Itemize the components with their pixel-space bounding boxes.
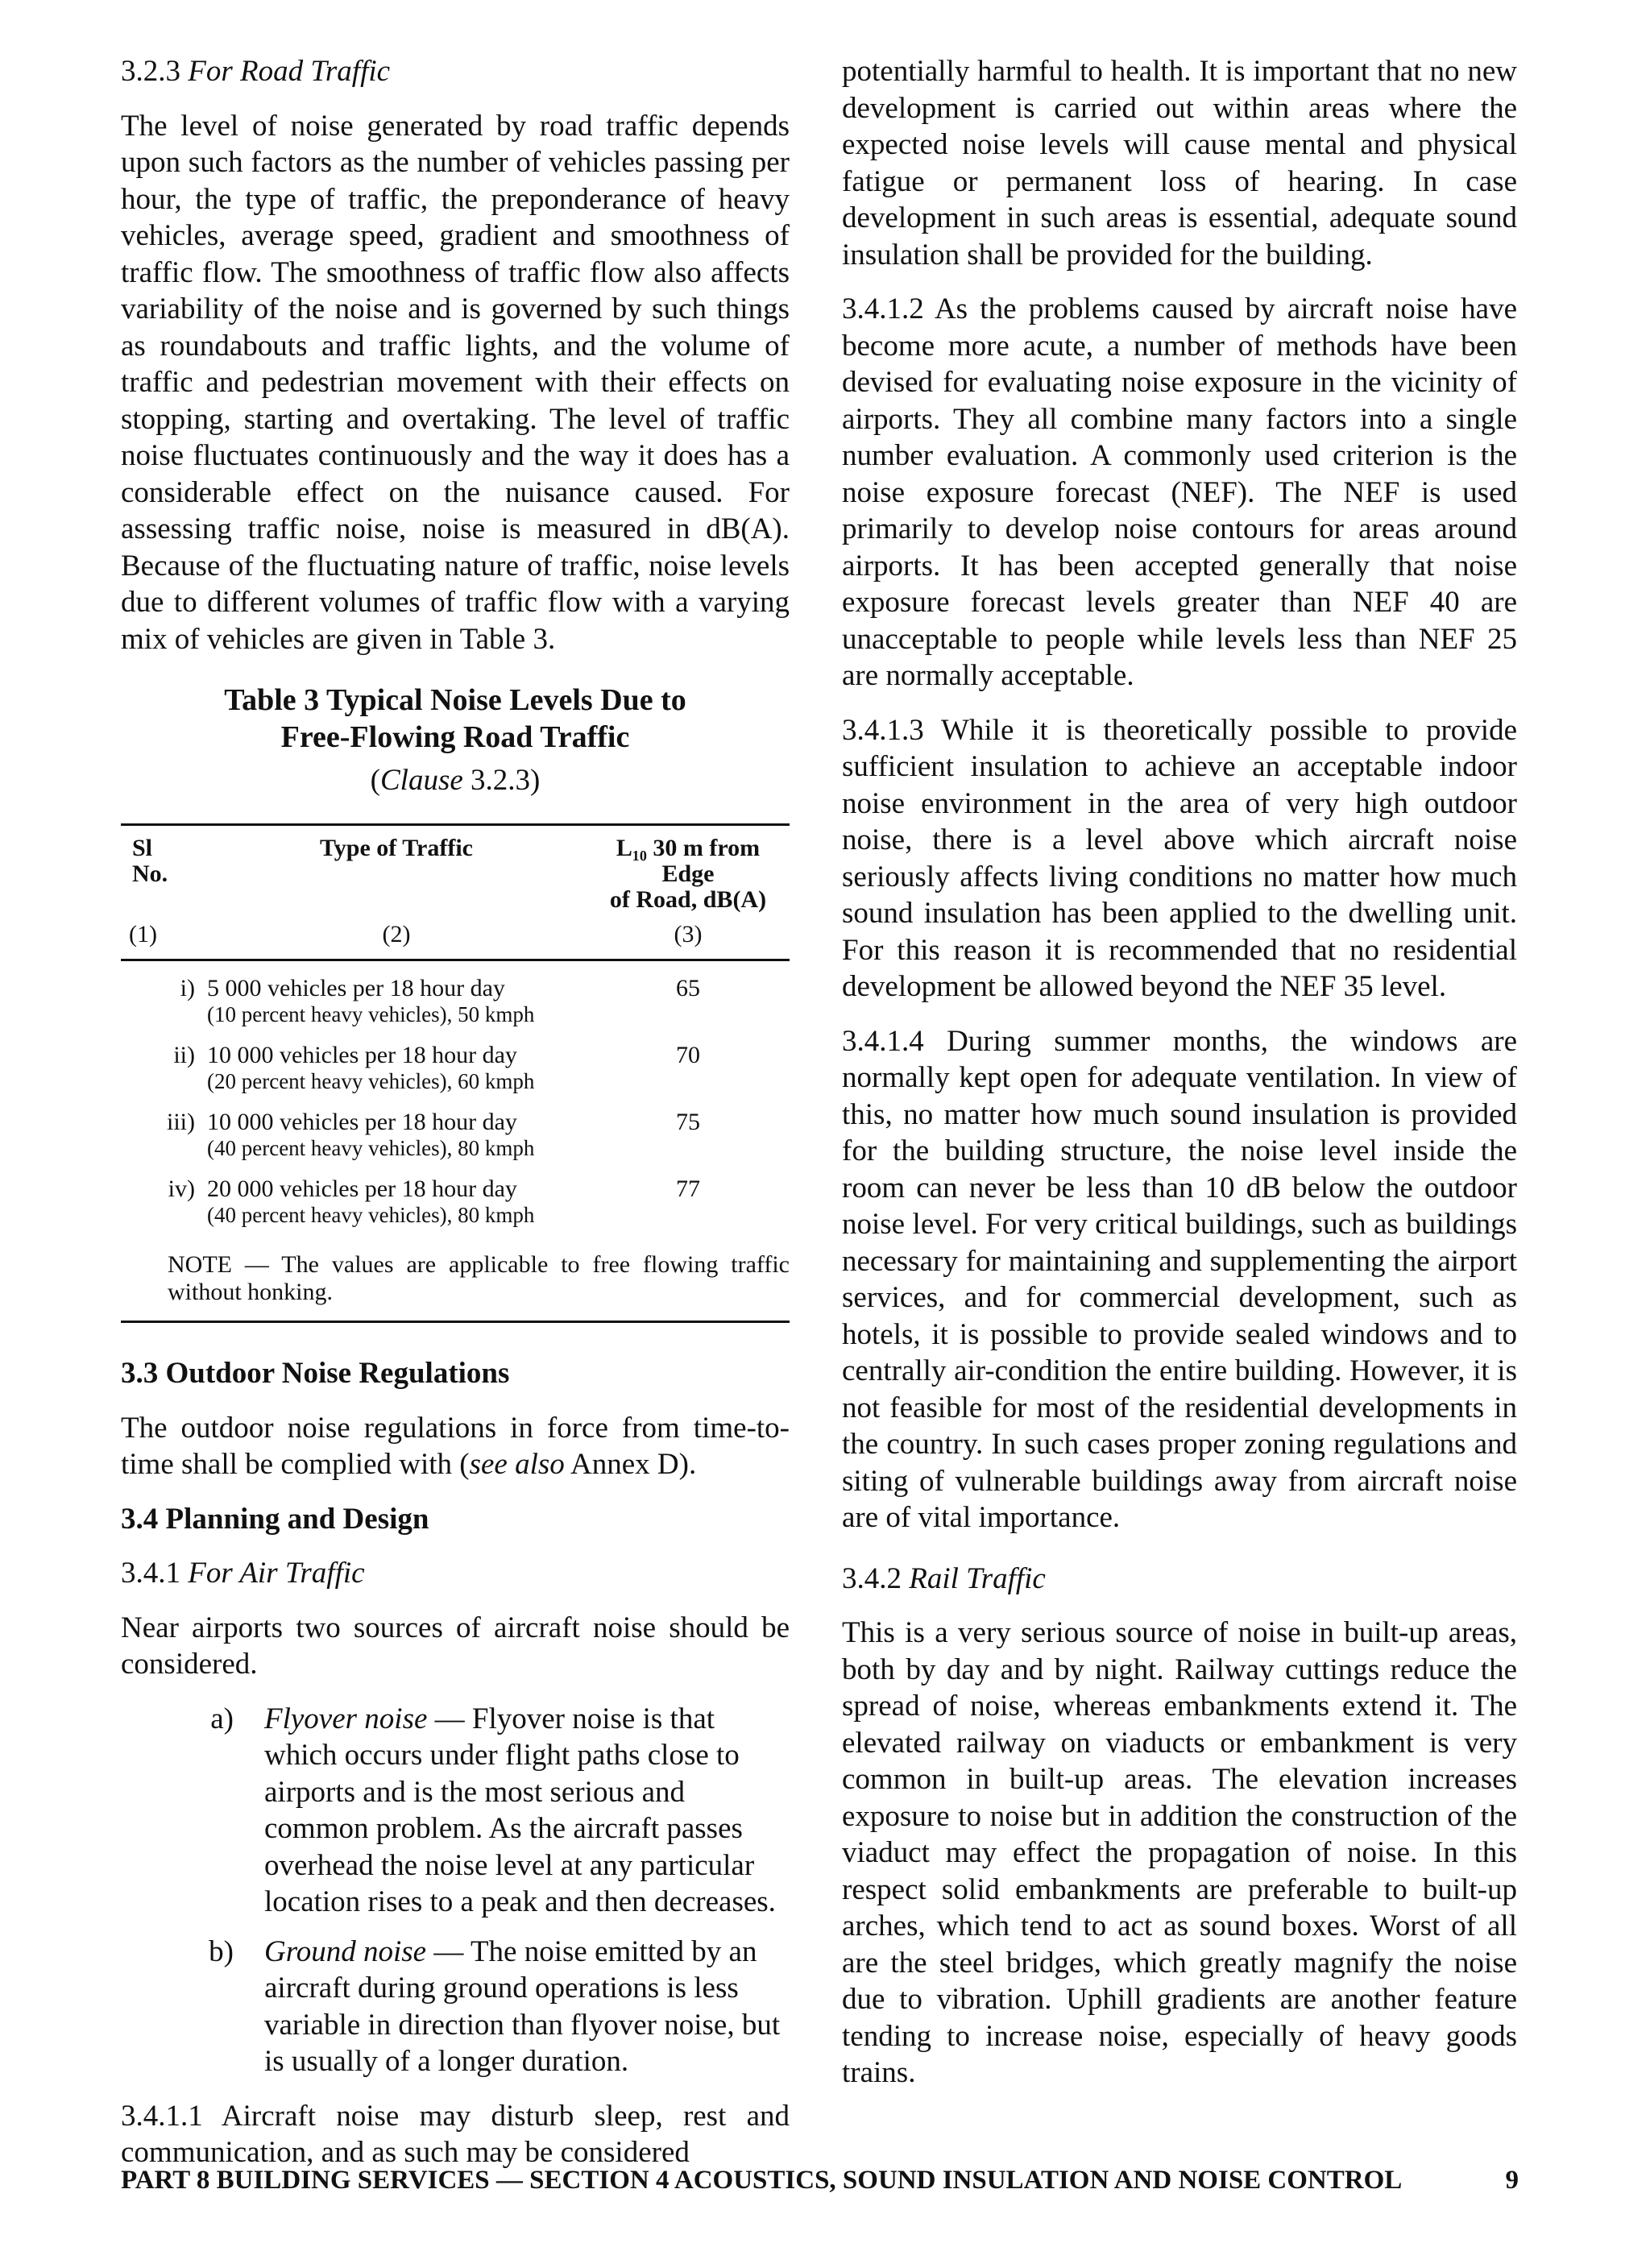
table-row: iv) 20 000 vehicles per 18 hour day (40 percent heavy vehicles), 80 kmph 77 [168, 1175, 700, 1227]
paragraph-3-4-1-1: 3.4.1.1 Aircraft noise may disturb sleep, rest and communication, and as such may be considered [121, 2099, 790, 2169]
noise-levels-table [121, 823, 790, 1229]
col-header-type-of-traffic: Type of Traffic [320, 835, 473, 861]
list-item: b) Ground noise — The noise emitted by an aircraft during ground operations is less variable in direction than flyover noise, but is usually of a longer duration. [209, 1934, 781, 2078]
table-header-row [121, 825, 790, 914]
paragraph-3-4-1-2: 3.4.1.2 As the problems caused by aircraft noise have become more acute, a number of methods have been devised for evaluating noise exposure in the vicinity of airports. They all combine many factors into a single number evaluation. A commonly used criterion is the noise exposure forecast (NEF). The NEF is used primarily to develop noise contours for areas around airports. It has been accepted generally that noise exposure forecast levels greater than NEF 40 are unacceptable to people while levels less than NEF 25 are normally acceptable. [842, 292, 1517, 692]
footer-title: PART 8 BUILDING SERVICES — SECTION 4 ACOUSTICS, SOUND INSULATION AND NOISE CONTROL [121, 2166, 1403, 2195]
table-row: ii) 10 000 vehicles per 18 hour day (20 percent heavy vehicles), 60 kmph 70 [173, 1042, 700, 1093]
table-index-row: (1) (2) (3) [121, 914, 790, 960]
table-3-title: Table 3 Typical Noise Levels Due to Free-Flowing Road Traffic [224, 683, 686, 754]
paragraph-3-4-1-3: 3.4.1.3 While it is theoretically possible to provide sufficient insulation to achieve an acceptable indoor noise environment in the area of very high outdoor noise, there is a level above which aircraft noise seriously affects living conditions no matter how much sound insulation has been applied to the dwelling unit. For this reason it is recommended that no residential development be allowed beyond the NEF 35 level. [842, 713, 1517, 1003]
table-row: i) 5 000 vehicles per 18 hour day (10 percent heavy vehicles), 50 kmph 65 [180, 975, 700, 1026]
table-3-clause: (Clause 3.2.3) [370, 764, 541, 797]
page-footer [121, 2166, 1519, 2195]
paragraph-outdoor-regulations: The outdoor noise regulations in force from time-to-time shall be complied with (see also Annex D). [121, 1411, 790, 1481]
heading-3-4-2: 3.4.2 Rail Traffic [842, 1561, 1046, 1595]
col-header-l10-level: L₁₀ 30 m from Edge of Road, dB(A) [609, 835, 767, 913]
heading-3-4: 3.4 Planning and Design [121, 1502, 429, 1536]
heading-3-2-3: 3.2.3 For Road Traffic [121, 55, 391, 88]
paragraph-3-4-1-4: 3.4.1.4 During summer months, the windows are normally kept open for adequate ventilation. In view of this, no matter how much sound insulation is provided for the building structure, the noise level inside the room can never be less than 10 dB below the outdoor noise level. For very critical buildings, such as buildings necessary for maintaining and supplementing the airport services, and for commercial development, such as hotels, it is possible to provide sealed windows and to centrally air-condition the entire building. However, it is not feasible for most of the residential developments in the country. In such cases proper zoning regulations and siting of vulnerable buildings away from aircraft noise are of vital importance. [842, 1024, 1517, 1534]
list-item: a) Flyover noise — Flyover noise is that which occurs under flight paths close to airports and is the most serious and common problem. As the aircraft passes overhead the noise level at any particular location rises to a peak and then decreases. [210, 1702, 776, 1918]
heading-3-4-1: 3.4.1 For Air Traffic [121, 1557, 365, 1590]
table-row: iii) 10 000 vehicles per 18 hour day (40 percent heavy vehicles), 80 kmph 75 [167, 1109, 700, 1160]
left-column [121, 53, 790, 2171]
paragraph-road-traffic: The level of noise generated by road traffic depends upon such factors as the number of vehicles passing per hour, the type of traffic, the preponderance of heavy vehicles, average speed, gradient and smoothness of traffic flow. The smoothness of traffic flow also affects variability of the noise and is governed by such things as roundabouts and traffic lights, and the volume of traffic and pedestrian movement with their effects on stopping, starting and overtaking. The level of traffic noise fluctuates continuously and the way it does has a considerable effect on the nuisance caused. For assessing traffic noise, noise is measured in dB(A). Because of the fluctuating nature of traffic, noise levels due to different volumes of traffic flow with a varying mix of vehicles are given in Table 3. [121, 109, 790, 656]
table-note: NOTE — The values are applicable to free flowing traffic without honking. [121, 1229, 790, 1323]
right-column [842, 53, 1517, 2092]
heading-3-3: 3.3 Outdoor Noise Regulations [121, 1357, 510, 1390]
paragraph-continuation: potentially harmful to health. It is important that no new development is carried out within areas where the expected noise levels will cause mental and physical fatigue or permanent loss of hearing. In case development in such areas is essential, adequate sound insulation shall be provided for the building. [842, 55, 1517, 272]
paragraph-air-traffic: Near airports two sources of aircraft noise should be considered. [121, 1611, 790, 1681]
page-number: 9 [1505, 2166, 1519, 2195]
col-header-sl-no: Sl No. [132, 835, 168, 887]
paragraph-rail-traffic: This is a very serious source of noise in built-up areas, both by day and by night. Railway cuttings reduce the spread of noise, whereas embankments extend it. The elevated railway on viaducts or embankment is very common in built-up areas. The elevation increases exposure to noise but in addition the construction of the viaduct may effect the propagation of noise. In this respect solid embankments are preferable to built-up arches, which tend to act as sound boxes. Worst of all are the steel bridges, which greatly magnify the noise due to vibration. Uphill gradients are another feature tending to increase noise, especially of heavy goods trains. [842, 1616, 1517, 2089]
